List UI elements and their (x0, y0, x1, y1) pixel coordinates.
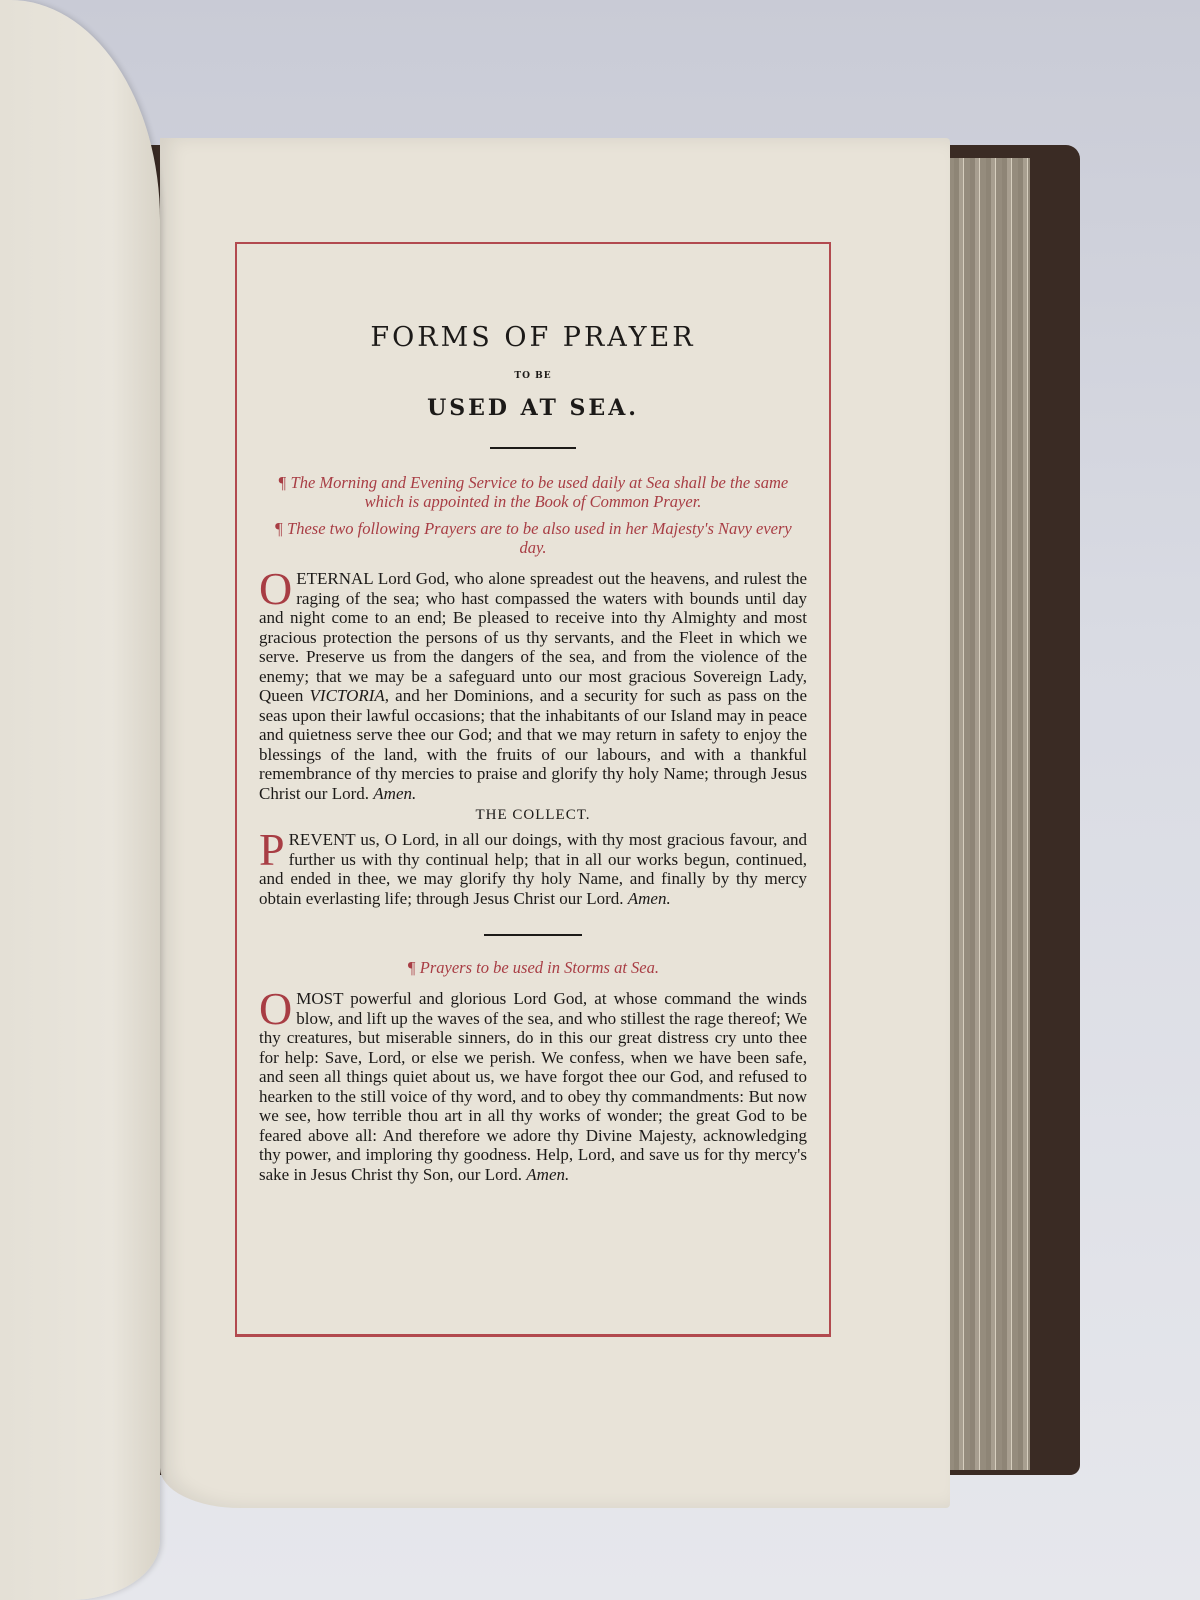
prayer-text-cont: , and her Dominions, and a security for such as pass on the seas upon their lawful occasions; that the inhabitants of our Island may in peace and quietness serve thee our God; and that we may return in safety to enjoy the blessings of the land, with the fruits of our labours, and with a thankful remembrance of thy mercies to praise and glorify thy holy Name; through Jesus Christ our Lord. (259, 686, 807, 803)
drop-cap: O (259, 563, 293, 614)
amen: Amen. (526, 1164, 570, 1184)
prayer-storms (259, 983, 807, 1184)
page-content (259, 322, 807, 1184)
rubric-navy: ¶ These two following Prayers are to be also used in her Majesty's Navy every day. (274, 519, 792, 557)
rubric-morning-evening: ¶ The Morning and Evening Service to be used daily at Sea shall be the same which is appointed in the Book of Common Prayer. (277, 473, 789, 511)
to-be-label: TO BE (514, 371, 552, 381)
amen: Amen. (373, 783, 417, 803)
drop-cap: P (259, 824, 285, 875)
red-border-frame (235, 242, 831, 1337)
prayer-text: ETERNAL Lord God, who alone spreadest out the heavens, and rulest the raging of the sea; who hast compassed the waters with bounds until day and night come to an end; Be pleased to receive into thy Almighty and most gracious protection the persons of us thy servants, and the Fleet in which we serve. Preserve us from the dangers of the sea, and from the violence of the enemy; that we may be a safeguard unto our most gracious Sovereign Lady, Queen (259, 569, 807, 705)
collect-prayer (259, 824, 807, 908)
amen: Amen. (627, 888, 671, 908)
drop-cap: O (259, 983, 293, 1034)
rubric-storms: ¶ Prayers to be used in Storms at Sea. (407, 958, 659, 977)
page-title: FORMS OF PRAYER (370, 322, 696, 353)
page-subtitle: USED AT SEA. (427, 395, 639, 421)
page-edges (938, 158, 1030, 1470)
storms-text: MOST powerful and glorious Lord God, at whose command the winds blow, and lift up the waves of the sea, and who stillest the rage thereof; We thy creatures, but miserable sinners, do in this our great distress cry unto thee for help: Save, Lord, or else we perish. We confess, when we have been safe, and seen all things quiet about us, we have forgot thee our God, and refused to hearken to the still voice of thy word, and to obey thy commandments: But now we see, how terrible thou art in all thy works of wonder; the great God to be feared above all: And therefore we adore thy Divine Majesty, acknowledging thy power, and imploring thy goodness. Help, Lord, and save us for thy mercy's sake in Jesus Christ thy Son, our Lord. (259, 989, 807, 1184)
collect-text: REVENT us, O Lord, in all our doings, with thy most gracious favour, and further us with thy continual help; that in all our works begun, continued, and ended in thee, we may glorify thy holy Name, and finally by thy mercy obtain everlasting life; through Jesus Christ our Lord. (259, 830, 807, 908)
sovereign-name: VICTORIA (309, 686, 385, 705)
divider-rule (490, 447, 576, 449)
divider-rule (484, 934, 582, 936)
prayer-eternal-lord (259, 563, 807, 803)
left-page-curl (0, 0, 160, 1600)
collect-heading: THE COLLECT. (475, 807, 591, 823)
right-page (160, 138, 950, 1508)
